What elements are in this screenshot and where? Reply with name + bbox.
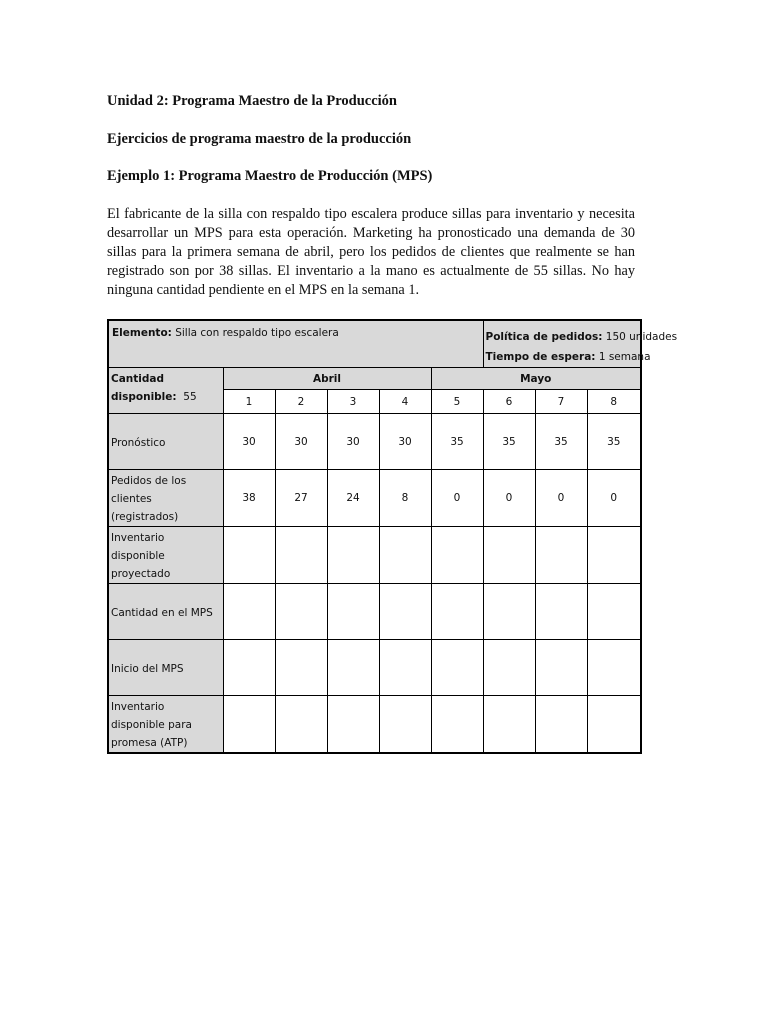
projected-inventory-row [108, 527, 641, 584]
atp-cell[interactable] [587, 696, 641, 754]
available-label-line2: disponible: [111, 391, 177, 403]
projected-inventory-cell[interactable] [223, 527, 275, 584]
available-label-line1: Cantidad [111, 373, 165, 385]
orders-value: 27 [275, 470, 327, 527]
item-value: Silla con respaldo tipo escalera [171, 327, 339, 339]
week-1: 1 [223, 390, 275, 414]
orders-value: 0 [587, 470, 641, 527]
forecast-value: 35 [535, 414, 587, 470]
week-5: 5 [431, 390, 483, 414]
policy-cell [483, 320, 678, 368]
atp-cell[interactable] [275, 696, 327, 754]
item-label: Elemento: [112, 327, 172, 339]
atp-cell[interactable] [223, 696, 275, 754]
forecast-value: 35 [431, 414, 483, 470]
forecast-value: 30 [379, 414, 431, 470]
projected-inventory-label [108, 527, 223, 584]
orders-value: 0 [535, 470, 587, 527]
projected-inventory-line1: Inventario [111, 532, 165, 544]
orders-label [108, 470, 223, 527]
atp-row [108, 696, 641, 754]
orders-label-line2: clientes [111, 493, 152, 505]
page-title: Unidad 2: Programa Maestro de la Producción [107, 93, 397, 109]
week-8: 8 [587, 390, 641, 414]
mps-table [107, 319, 678, 754]
order-policy [485, 327, 678, 347]
table-header-row [108, 320, 641, 368]
orders-value: 0 [431, 470, 483, 527]
mps-quantity-cell[interactable] [587, 584, 641, 640]
projected-inventory-cell[interactable] [587, 527, 641, 584]
projected-inventory-cell[interactable] [327, 527, 379, 584]
atp-cell[interactable] [379, 696, 431, 754]
forecast-label: Pronóstico [108, 414, 223, 470]
forecast-value: 30 [327, 414, 379, 470]
mps-start-cell[interactable] [483, 640, 535, 696]
mps-quantity-row [108, 584, 641, 640]
lead-time [485, 347, 651, 367]
item-cell [108, 320, 483, 368]
forecast-value: 30 [223, 414, 275, 470]
week-3: 3 [327, 390, 379, 414]
orders-label-line1: Pedidos de los [111, 475, 187, 487]
week-2: 2 [275, 390, 327, 414]
projected-inventory-line3: proyectado [111, 568, 171, 580]
mps-quantity-cell[interactable] [223, 584, 275, 640]
mps-start-row [108, 640, 641, 696]
atp-cell[interactable] [431, 696, 483, 754]
mps-quantity-cell[interactable] [535, 584, 587, 640]
projected-inventory-cell[interactable] [379, 527, 431, 584]
order-policy-label: Política de pedidos: [485, 331, 603, 343]
forecast-row [108, 414, 641, 470]
month-may: Mayo [431, 368, 641, 390]
atp-label-line1: Inventario [111, 701, 165, 713]
week-4: 4 [379, 390, 431, 414]
mps-start-cell[interactable] [535, 640, 587, 696]
mps-start-cell[interactable] [223, 640, 275, 696]
mps-start-cell[interactable] [327, 640, 379, 696]
orders-value: 38 [223, 470, 275, 527]
forecast-value: 35 [587, 414, 641, 470]
mps-quantity-label: Cantidad en el MPS [108, 584, 223, 640]
projected-inventory-cell[interactable] [431, 527, 483, 584]
mps-start-cell[interactable] [379, 640, 431, 696]
mps-start-cell[interactable] [587, 640, 641, 696]
atp-label-line3: promesa (ATP) [111, 737, 188, 749]
available-value: 55 [183, 391, 197, 403]
forecast-value: 35 [483, 414, 535, 470]
atp-cell[interactable] [483, 696, 535, 754]
mps-start-cell[interactable] [431, 640, 483, 696]
example-title: Ejemplo 1: Programa Maestro de Producción (MPS) [107, 168, 433, 184]
projected-inventory-cell[interactable] [275, 527, 327, 584]
projected-inventory-cell[interactable] [483, 527, 535, 584]
week-7: 7 [535, 390, 587, 414]
week-6: 6 [483, 390, 535, 414]
mps-start-cell[interactable] [275, 640, 327, 696]
problem-statement: El fabricante de la silla con respaldo tipo escalera produce sillas para inventario y necesita desarrollar un MPS para esta operación. Marketing ha pronosticado una demanda de 30 sillas para la primera semana de abril, pero los pedidos de clientes que realmente se han registrado son por 38 sillas. El inventario a la mano es actualmente de 55 sillas. No hay ninguna cantidad pendiente en el MPS en la semana 1. [107, 206, 635, 298]
mps-quantity-cell[interactable] [275, 584, 327, 640]
atp-label [108, 696, 223, 754]
section-title: Ejercicios de programa maestro de la producción [107, 131, 412, 147]
atp-cell[interactable] [535, 696, 587, 754]
month-row [108, 368, 641, 390]
mps-quantity-cell[interactable] [327, 584, 379, 640]
orders-value: 0 [483, 470, 535, 527]
available-quantity-cell [108, 368, 223, 414]
mps-quantity-cell[interactable] [431, 584, 483, 640]
orders-row [108, 470, 641, 527]
month-april: Abril [223, 368, 431, 390]
projected-inventory-cell[interactable] [535, 527, 587, 584]
forecast-value: 30 [275, 414, 327, 470]
atp-cell[interactable] [327, 696, 379, 754]
lead-time-label: Tiempo de espera: [485, 351, 596, 363]
orders-value: 24 [327, 470, 379, 527]
projected-inventory-line2: disponible [111, 550, 165, 562]
orders-value: 8 [379, 470, 431, 527]
orders-label-line3: (registrados) [111, 511, 179, 523]
atp-label-line2: disponible para [111, 719, 192, 731]
lead-time-value: 1 semana [595, 351, 651, 363]
mps-start-label: Inicio del MPS [108, 640, 223, 696]
mps-quantity-cell[interactable] [483, 584, 535, 640]
mps-quantity-cell[interactable] [379, 584, 431, 640]
order-policy-value: 150 unidades [602, 331, 678, 343]
